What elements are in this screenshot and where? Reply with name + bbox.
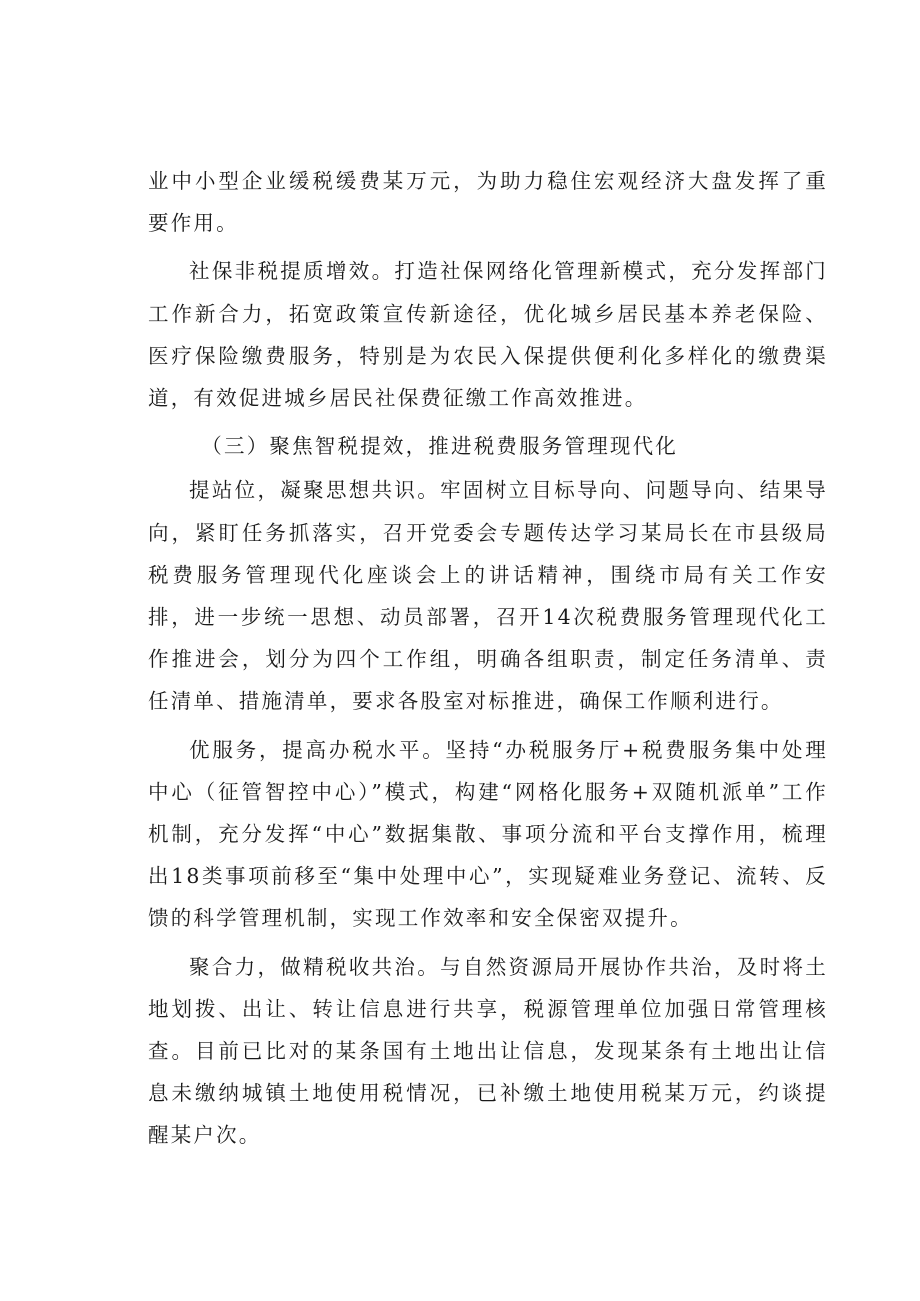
document-body [148,160,828,1163]
paragraph-social-security: 社保非税提质增效。打造社保网络化管理新模式，充分发挥部门工作新合力，拓宽政策宣传新途径，优化城乡居民基本养老保险、医疗保险缴费服务，特别是为农民入保提供便利化多样化的缴费渠道，有效促进城乡居民社保费征缴工作高效推进。 [148,259,828,411]
paragraph-raise-standing: 提站位，凝聚思想共识。牢固树立目标导向、问题导向、结果导向，紧盯任务抓落实，召开党委会专题传达学习某局长在市县级局税费服务管理现代化座谈会上的讲话精神，围绕市局有关工作安排，进一步统一思想、动员部署，召开14次税费服务管理现代化工作推进会，划分为四个工作组，明确各组职责，制定任务清单、责任清单、措施清单，要求各股室对标推进，确保工作顺利进行。 [148,478,828,714]
paragraph-joint-governance: 聚合力，做精税收共治。与自然资源局开展协作共治，及时将土地划拨、出让、转让信息进行共享，税源管理单位加强日常管理核查。目前已比对的某条国有土地出让信息，发现某条有土地出让信息未缴纳城镇土地使用税情况，已补缴土地使用税某万元，约谈提醒某户次。 [148,954,828,1148]
paragraph-continuation: 业中小型企业缓税缓费某万元，为助力稳住宏观经济大盘发挥了重要作用。 [148,169,828,236]
section-heading: （三）聚焦智税提效，推进税费服务管理现代化 [201,434,678,459]
paragraph-optimize-service: 优服务，提高办税水平。坚持“办税服务厅+税费服务集中处理中心（征管智控中心）”模式，构建“网格化服务+双随机派单”工作机制，充分发挥“中心”数据集散、事项分流和平台支撑作用，梳理出18类事项前移至“集中处理中心”，实现疑难业务登记、流转、反馈的科学管理机制，实现工作效率和安全保密双提升。 [148,737,828,931]
